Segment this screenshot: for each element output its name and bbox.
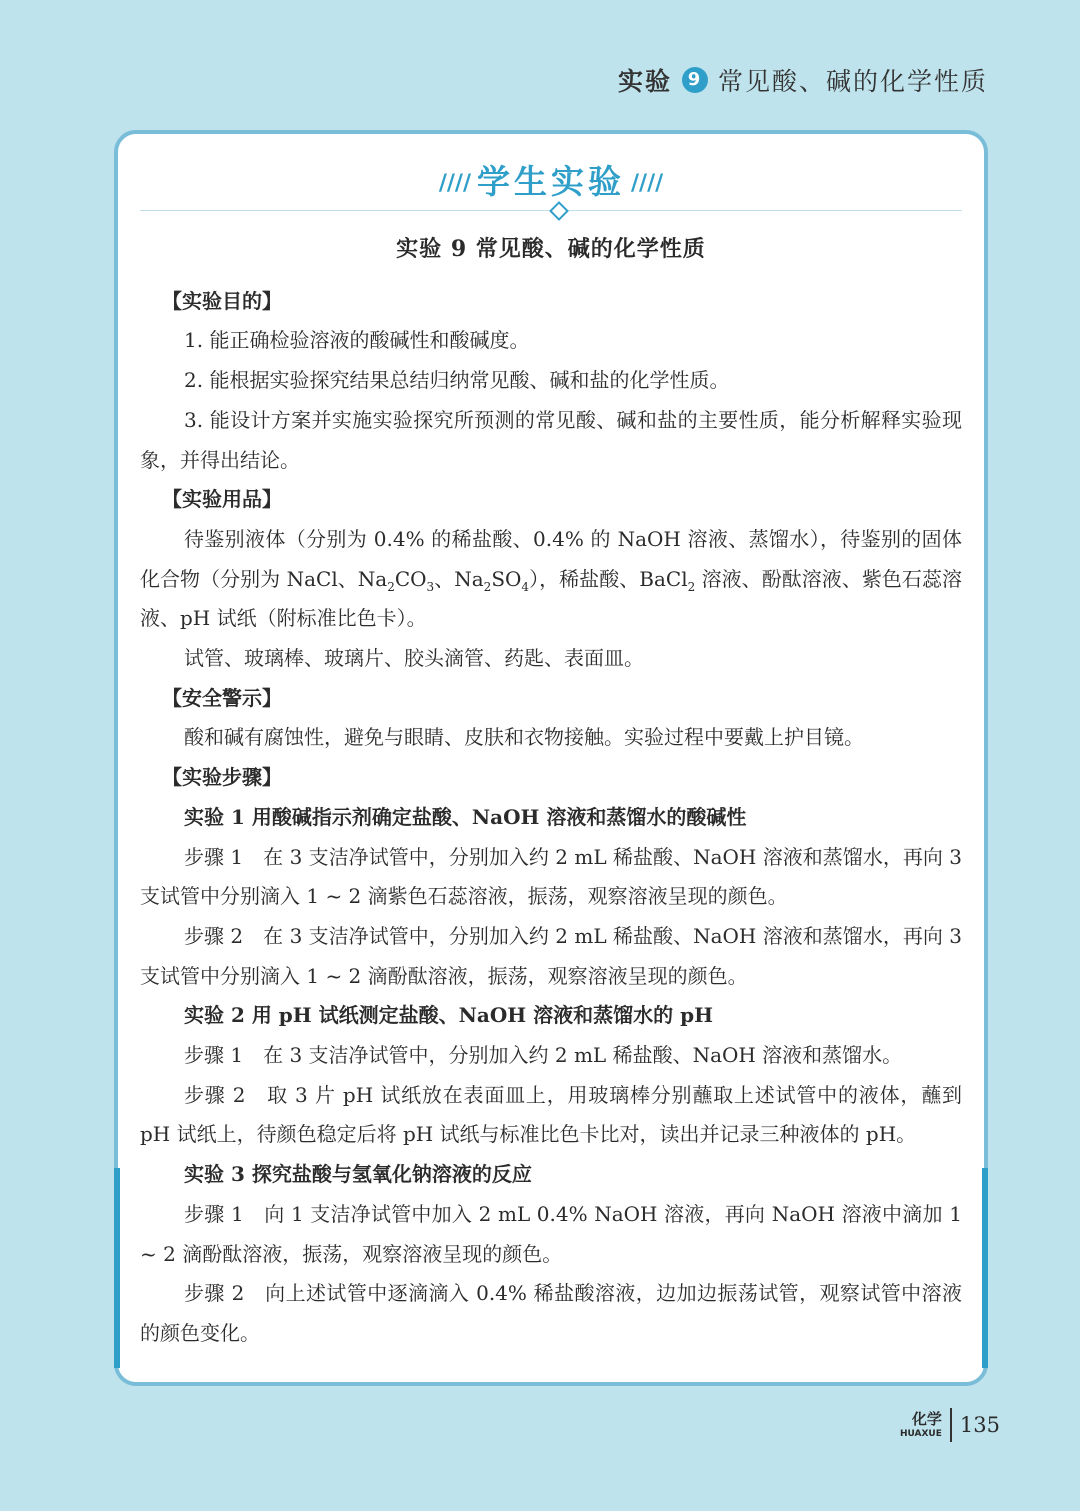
section-safety: 【安全警示】 [162, 685, 282, 710]
exp3-title: 实验 3 探究盐酸与氢氧化钠溶液的反应 [184, 1162, 532, 1187]
page-footer [900, 1408, 1000, 1442]
chapter-header-title: 常见酸、碱的化学性质 [717, 67, 988, 96]
exp1-step2: 步骤 2 在 3 支洁净试管中，分别加入约 2 mL 稀盐酸、NaOH 溶液和蒸馏水，再向 3 支试管中分别滴入 1 ~ 2 滴酚酞溶液，振荡，观察溶液呈现的颜色。 [140, 923, 962, 988]
subject-pinyin: HUAXUE [899, 1428, 942, 1439]
exp2-title: 实验 2 用 pH 试纸测定盐酸、NaOH 溶液和蒸馏水的 pH [184, 1003, 714, 1028]
footer-separator [950, 1408, 952, 1442]
materials-text: SO [491, 566, 522, 591]
page-number: 135 [959, 1413, 1000, 1437]
chapter-number-badge: 9 [682, 67, 708, 93]
materials-text: 待鉴别液体（分别为 0.4% 的稀盐酸、0.4% 的 NaOH 溶液、蒸馏水），待鉴别的固体化合物（分别为 NaCl、Na [140, 526, 962, 591]
section-steps: 【实验步骤】 [162, 765, 282, 790]
chapter-header [618, 62, 988, 98]
exp2-step1: 步骤 1 在 3 支洁净试管中，分别加入约 2 mL 稀盐酸、NaOH 溶液和蒸馏水。 [184, 1043, 903, 1068]
objective-item: 1. 能正确检验溶液的酸碱性和酸碱度。 [184, 328, 530, 353]
document-body [140, 230, 962, 1354]
exp3-step2: 步骤 2 向上述试管中逐滴滴入 0.4% 稀盐酸溶液，边加边振荡试管，观察试管中溶液的颜色变化。 [140, 1281, 962, 1345]
materials-text: 溶液、酚酞溶液、紫色石蕊溶液、pH 试纸（附标准比色卡）。 [140, 566, 962, 631]
subject-cn: 化学 [911, 1409, 942, 1428]
equipment-paragraph: 试管、玻璃棒、玻璃片、胶头滴管、药匙、表面皿。 [184, 646, 644, 671]
objective-item: 3. 能设计方案并实施实验探究所预测的常见酸、碱和盐的主要性质，能分析解释实验现象，并得出结论。 [140, 407, 962, 472]
materials-text: ），稀盐酸、BaCl [529, 566, 688, 591]
exp2-step2: 步骤 2 取 3 片 pH 试纸放在表面皿上，用玻璃棒分别蘸取上述试管中的液体，蘸到 pH 试纸上，待颜色稳定后将 pH 试纸与标准比色卡比对，读出并记录三种液体的 pH。 [140, 1082, 962, 1147]
exp1-title: 实验 1 用酸碱指示剂确定盐酸、NaOH 溶液和蒸馏水的酸碱性 [184, 804, 747, 829]
banner-deco-left: //// [438, 171, 471, 196]
section-materials: 【实验用品】 [162, 487, 282, 512]
chapter-header-prefix: 实验 [617, 67, 672, 96]
materials-paragraph: 待鉴别液体（分别为 0.4% 的稀盐酸、0.4% 的 NaOH 溶液、蒸馏水），待鉴别的固体化合物（分别为 NaCl、$Na_2CO_3$、$Na_2SO_4$），稀盐酸、BaCl$_2$ 溶液、酚酞溶液、紫色石蕊溶液、pH 试纸（附标准比色卡）。 [140, 526, 962, 631]
objective-item: 2. 能根据实验探究结果总结归纳常见酸、碱和盐的化学性质。 [184, 368, 730, 393]
card-accent-right [982, 1168, 988, 1368]
experiment-title: 实验 9 常见酸、碱的化学性质 [396, 236, 706, 262]
section-banner [118, 156, 984, 203]
banner-deco-right: //// [631, 171, 664, 196]
card-accent-left [114, 1168, 120, 1368]
experiment-card [114, 130, 988, 1386]
exp3-step1: 步骤 1 向 1 支洁净试管中加入 2 mL 0.4% NaOH 溶液，再向 NaOH 溶液中滴加 1 ~ 2 滴酚酞溶液，振荡，观察溶液呈现的颜色。 [140, 1201, 962, 1266]
subject-label [899, 1409, 942, 1439]
banner-label: 学生实验 [477, 162, 625, 201]
materials-text: CO [394, 566, 427, 591]
safety-paragraph: 酸和碱有腐蚀性，避免与眼睛、皮肤和衣物接触。实验过程中要戴上护目镜。 [184, 725, 864, 750]
divider-diamond-icon [549, 201, 569, 221]
section-objectives: 【实验目的】 [162, 288, 282, 313]
materials-text: 、Na [434, 566, 484, 591]
exp1-step1: 步骤 1 在 3 支洁净试管中，分别加入约 2 mL 稀盐酸、NaOH 溶液和蒸馏水，再向 3 支试管中分别滴入 1 ~ 2 滴紫色石蕊溶液，振荡，观察溶液呈现的颜色。 [140, 844, 962, 909]
